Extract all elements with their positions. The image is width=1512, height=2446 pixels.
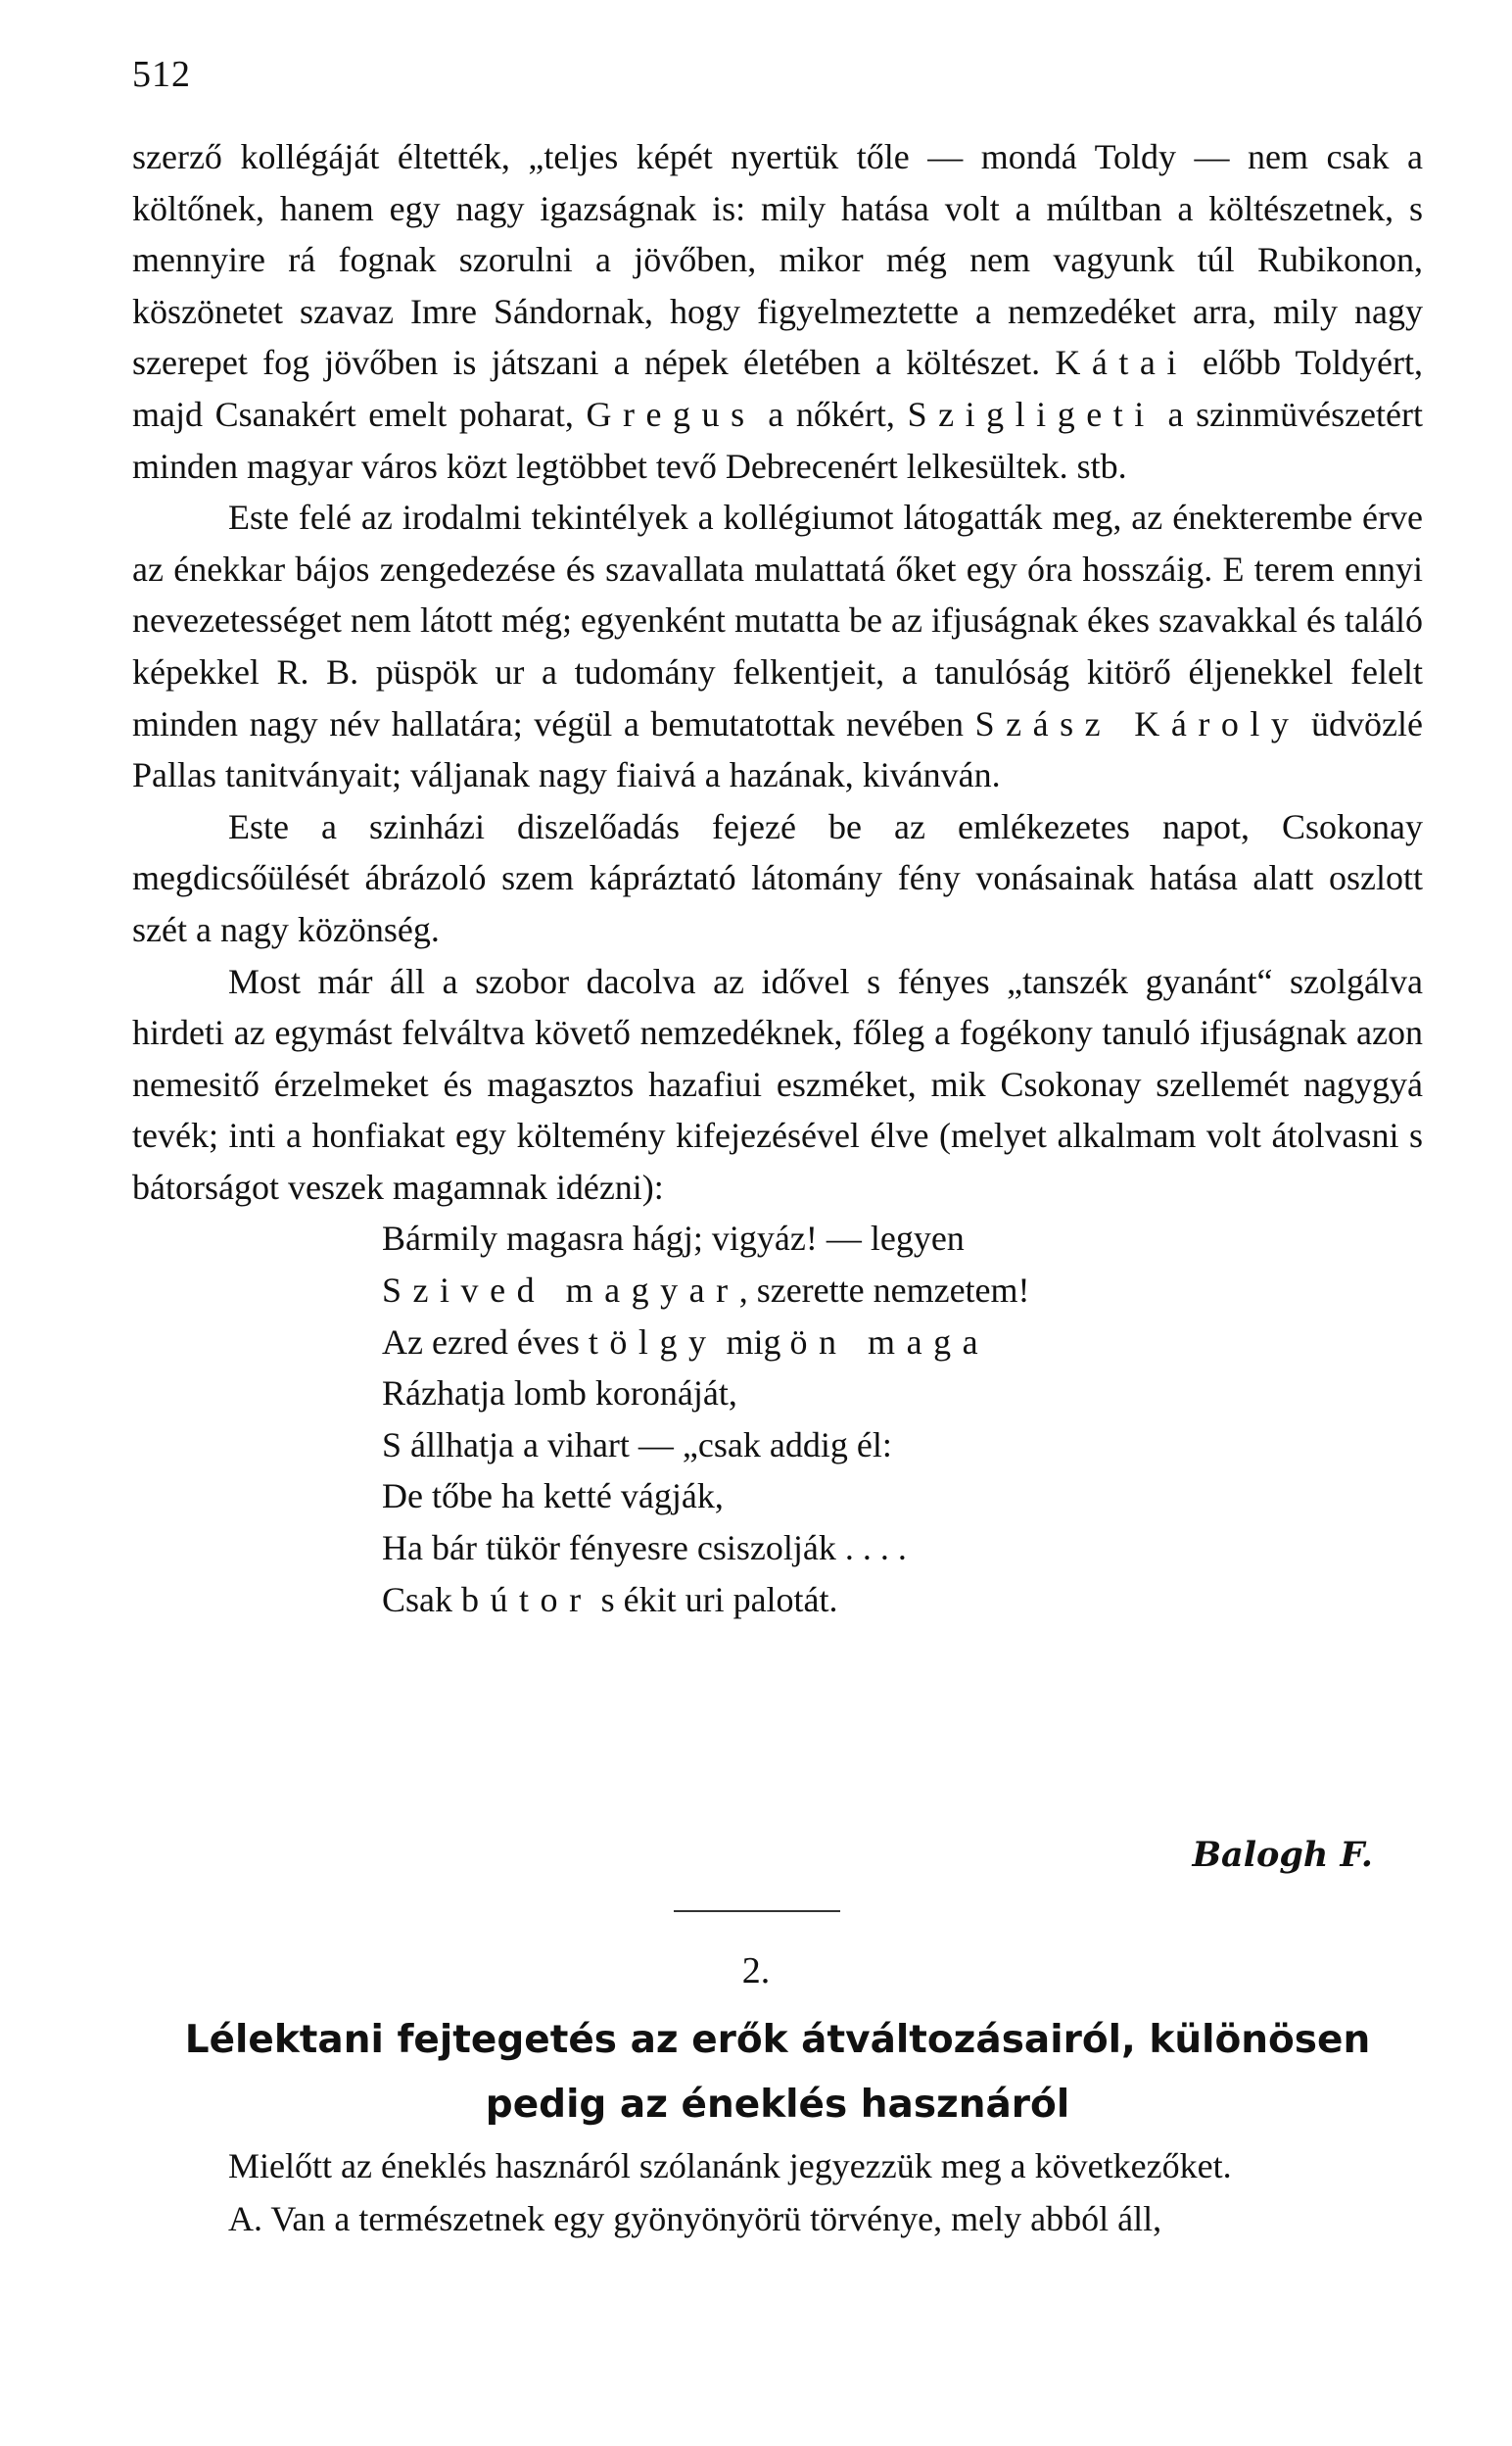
paragraph: szerző kollégáját éltették, „teljes képét nyertük tőle — mondá Toldy — nem csak a költőnek, hanem egy nagy igazságnak is: mily hatása volt a múltban a költészetnek, s mennyire rá fognak szorulni a jövőben, mikor még nem vagyunk túl Rubikonon, köszönetet szavaz Imre Sándornak, hogy figyelmeztette a nemzedéket arra, mily nagy szerepet fog jövőben is játszani a népek életében a költészet. Kátai előbb Toldyért, majd Csanakért emelt poharat, Gregus a nőkért, Szigligeti a szinmüvészetért minden magyar város közt legtöbbet tevő Debrecenért lelkesültek. stb.	[132, 137, 1424, 486]
paragraph: A. Van a természetnek egy gyönyönyörü törvénye, mely abból áll,	[228, 2199, 1162, 2238]
poem-quote	[382, 1213, 1423, 1625]
section-divider	[674, 1910, 840, 1912]
poem-line: Csak bútor s ékit uri palotát.	[382, 1579, 838, 1619]
spaced-emphasis: bútor	[461, 1579, 592, 1619]
section-title-line: pedig az éneklés hasznáról	[485, 2083, 1070, 2127]
spaced-emphasis: Gregus	[586, 394, 756, 434]
poem-line: Szived magyar, szerette nemzetem!	[382, 1271, 1030, 1311]
spaced-emphasis: Kátai	[1055, 343, 1188, 383]
poem-line: Bármily magasra hágj; vigyáz! — legyen	[382, 1219, 965, 1259]
poem-line: Ha bár tükör fényesre csiszolják . . . .	[382, 1528, 907, 1568]
paragraph: Este a szinházi diszelőadás fejezé be az emlékezetes napot, Csokonay megdicsőülését ábrázoló szem kápráztató látomány fény vonásainak hatása alatt oszlott szét a nagy közönség.	[132, 806, 1423, 949]
spaced-emphasis: tölgy	[588, 1321, 718, 1362]
spaced-emphasis: ön maga	[789, 1321, 990, 1362]
page-number: 512	[132, 54, 191, 95]
section-title-line: Lélektani fejtegetés az erők átváltozásairól, különösen	[184, 2018, 1371, 2062]
poem-line: S állhatja a vihart — „csak addig él:	[382, 1424, 892, 1464]
paragraph: Mielőtt az éneklés hasznáról szólanánk jegyezzük meg a következőket.	[228, 2146, 1232, 2185]
spaced-emphasis: Szigligeti	[907, 394, 1156, 434]
paragraph: Este felé az irodalmi tekintélyek a kollégiumot látogatták meg, az énekterembe érve az énekkar bájos zengedezése és szavallata mulattatá őket egy óra hosszáig. E terem ennyi nevezetességet nem látott még; egyenként mutatta be az ifjuságnak ékes szavakkal és találó képekkel R. B. püspök ur a tudomány felkentjeit, a tanulóság kitörő éljenekkel felelt minden nagy név hallatára; végül a bemutatottak nevében Szász Károly üdvözlé Pallas tanitványait; váljanak nagy fiaivá a hazának, kivánván.	[132, 498, 1423, 795]
section-number: 2.	[741, 1950, 771, 1991]
poem-line: De tőbe ha ketté vágják,	[382, 1476, 724, 1516]
spaced-emphasis: Szived magyar	[382, 1271, 739, 1311]
section-body	[132, 2139, 1423, 2245]
author-signature: Balogh F.	[1192, 1835, 1373, 1875]
section-title	[132, 2008, 1423, 2137]
poem-line: Rázhatja lomb koronáját,	[382, 1373, 737, 1414]
article-body	[132, 131, 1423, 1625]
poem-line: Az ezred éves tölgy mig ön maga	[382, 1321, 990, 1362]
spaced-emphasis: Szász Károly	[974, 703, 1300, 743]
paragraph: Most már áll a szobor dacolva az idővel s fényes „tanszék gyanánt“ szolgálva hirdeti az egymást felváltva követő nemzedéknek, főleg a fogékony tanuló ifjuságnak azon nemesitő érzelmeket és magasztos hazafiui eszméket, mik Csokonay szellemét nagygyá tevék; inti a honfiakat egy költemény kifejezésével élve (melyet alkalmam volt átolvasni s bátorságot veszek magamnak idézni):	[132, 961, 1423, 1207]
